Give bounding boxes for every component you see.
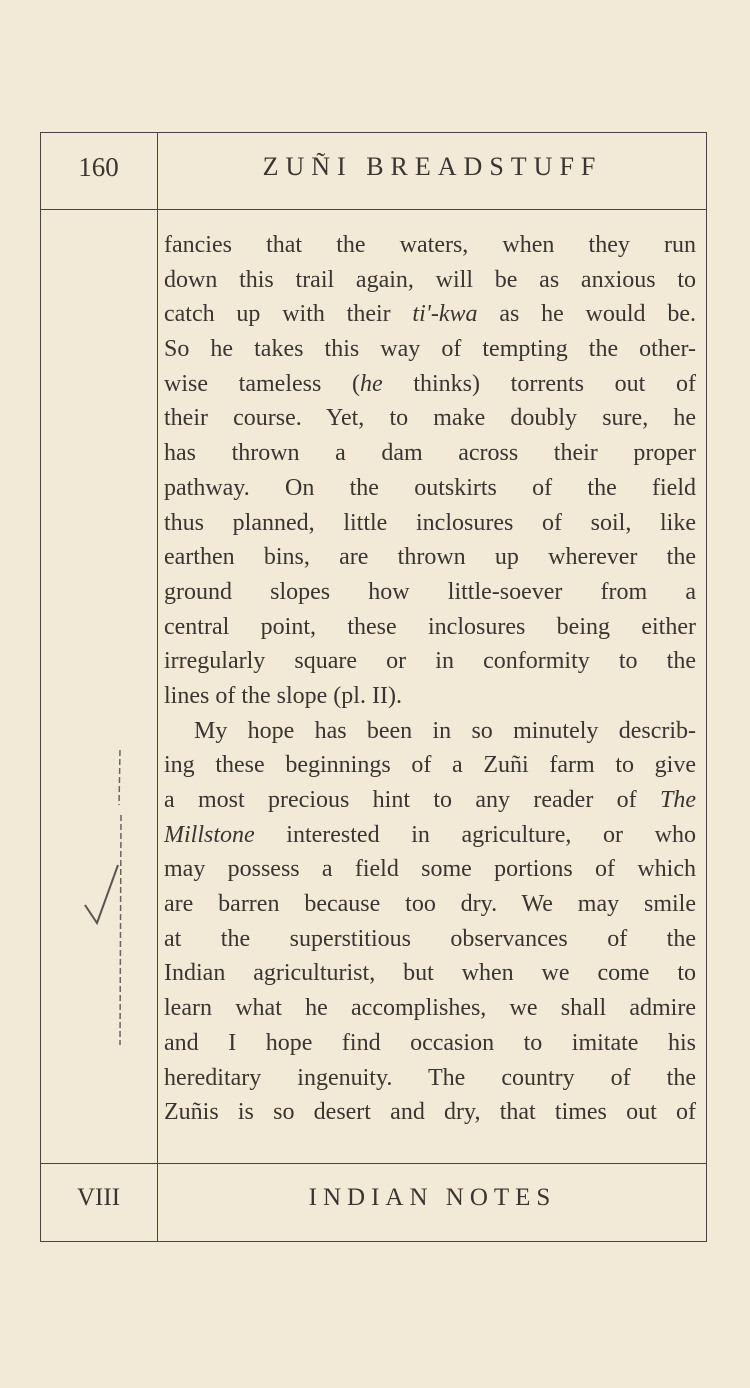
text-line bbox=[164, 714, 696, 749]
text-line bbox=[164, 956, 696, 991]
text-run: thinks) torrents out of bbox=[382, 370, 696, 397]
text-run: pathway. On the outskirts of the field bbox=[164, 474, 696, 501]
text-run: ing these beginnings of a Zuñi farm to give bbox=[164, 752, 696, 779]
text-run: Indian agriculturist, but when we come to bbox=[164, 960, 696, 987]
text-line bbox=[164, 332, 696, 367]
italic-text: The bbox=[660, 787, 696, 813]
text-run: wise tameless ( bbox=[164, 370, 360, 397]
text-line bbox=[164, 852, 696, 887]
italic-text: he bbox=[359, 370, 383, 397]
text-line bbox=[164, 991, 696, 1026]
text-run: central point, these inclosures being either bbox=[164, 613, 696, 640]
text-run: may possess a field some portions of which bbox=[164, 856, 696, 883]
text-run: down this trail again, will be as anxious to bbox=[164, 266, 696, 293]
text-line bbox=[164, 263, 696, 298]
text-run: learn what he accomplishes, we shall admire bbox=[164, 995, 696, 1022]
text-run: irregularly square or in conformity to the bbox=[164, 648, 696, 675]
running-head: ZUÑI BREADSTUFF bbox=[262, 152, 603, 181]
text-line bbox=[164, 783, 696, 818]
text-run: catch up with their bbox=[164, 301, 413, 328]
text-run: ground slopes how little-soever from a bbox=[164, 578, 696, 605]
text-line bbox=[164, 506, 696, 541]
text-line bbox=[164, 1026, 696, 1061]
text-run: has thrown a dam across their proper bbox=[164, 440, 696, 467]
text-run: as he would be. bbox=[477, 301, 696, 328]
text-run: Zuñis is so desert and dry, that times out of bbox=[164, 1099, 696, 1126]
pencil-check-mark-icon bbox=[75, 745, 135, 1075]
text-run: at the superstitious observances of the bbox=[164, 925, 696, 952]
column-divider bbox=[157, 132, 158, 1242]
text-run: fancies that the waters, when they run bbox=[164, 232, 696, 258]
italic-text: ti'-kwa bbox=[412, 301, 478, 328]
text-line bbox=[164, 644, 696, 679]
text-line bbox=[164, 367, 696, 402]
text-line bbox=[164, 575, 696, 610]
body-text bbox=[164, 228, 696, 1130]
text-run: their course. Yet, to make doubly sure, he bbox=[164, 405, 696, 432]
text-run: My hope has been in so minutely describ- bbox=[194, 717, 696, 744]
footer-section-number: VIII bbox=[76, 1184, 121, 1211]
text-run: hereditary ingenuity. The country of the bbox=[164, 1064, 696, 1091]
text-line bbox=[164, 1061, 696, 1096]
text-line bbox=[164, 1095, 696, 1130]
text-line bbox=[164, 679, 696, 714]
text-line bbox=[164, 922, 696, 957]
text-line bbox=[164, 887, 696, 922]
footer-series-title: INDIAN NOTES bbox=[308, 1184, 557, 1211]
text-line bbox=[164, 610, 696, 645]
text-run: thus planned, little inclosures of soil, like bbox=[164, 509, 696, 536]
text-run: earthen bins, are thrown up wherever the bbox=[164, 544, 696, 571]
text-line bbox=[164, 540, 696, 575]
text-line bbox=[164, 228, 696, 263]
text-line bbox=[164, 471, 696, 506]
text-run: are barren because too dry. We may smile bbox=[164, 891, 696, 918]
text-line bbox=[164, 748, 696, 783]
page-number: 160 bbox=[78, 152, 119, 182]
text-line bbox=[164, 818, 696, 853]
text-run: and I hope find occasion to imitate his bbox=[164, 1029, 696, 1056]
text-line bbox=[164, 401, 696, 436]
text-run: lines of the slope (pl. II). bbox=[164, 682, 402, 709]
text-line bbox=[164, 436, 696, 471]
text-run: a most precious hint to any reader of bbox=[164, 787, 660, 813]
text-run: So he takes this way of tempting the other- bbox=[164, 336, 696, 363]
italic-text: Millstone bbox=[164, 821, 255, 848]
text-run: interested in agriculture, or who bbox=[254, 821, 696, 848]
text-line bbox=[164, 297, 696, 332]
